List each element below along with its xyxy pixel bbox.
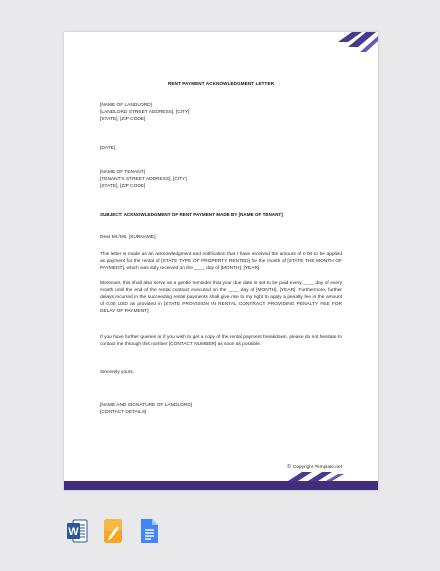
salutation [100, 234, 342, 241]
corner-stripes-decoration [298, 32, 378, 54]
letter-title: RENT PAYMENT ACKNOWLEDGMENT LETTER [167, 81, 275, 86]
copyright-notice [287, 464, 342, 470]
paragraph-3 [100, 334, 342, 348]
signature-block [100, 402, 342, 416]
signature-line: [NAME AND SIGNATURE OF LANDLORD] [100, 403, 193, 408]
address-line: [STATE], [ZIP CODE] [100, 117, 146, 122]
footer-bar [64, 481, 378, 490]
address-line: [TENANT'S STREET ADDRESS], [CITY] [100, 177, 187, 182]
address-line: [NAME OF TENANT] [100, 170, 145, 175]
letter-date [100, 145, 342, 152]
date-text: [DATE] [100, 146, 116, 151]
paragraph-text: Moreover, this shall also serve as a gentle reminder that your due date is set to be paid every ____ day of every month until the end of the rental contract executed on the ____ day of [MONTH], [YEAR]. Furthermore, further delays incurred in the succeeding rental payments shall give rise to my right to apply a penalty fee in the amount of 0.00 USD as provided in [STATE PROVISION IN RENTAL CONTRACT PROVIDING PENALTY FEE FOR DELAY OF PAYMENT]. [100, 281, 342, 314]
pages-icon[interactable] [102, 517, 124, 545]
paragraph-1 [100, 251, 342, 272]
paragraph-text: This letter is made as an acknowledgment and notification that I have received the amount of 0.00 to be applied as payment for the rental of [STATE TYPE OF PROPERTY RENTED] for the month of [STATE THE MONTH OF PAYMENT], which was duly received on the ____ day of [MONTH], [YEAR]. [100, 252, 342, 271]
landlord-address [100, 102, 342, 123]
letter-page [64, 32, 378, 490]
closing [100, 369, 342, 376]
subject-text: SUBJECT: ACKNOWLEDGMENT OF RENT PAYMENT MADE BY [NAME OF TENANT] [100, 212, 283, 217]
paragraph-2 [100, 280, 342, 315]
tenant-address [100, 169, 342, 190]
format-icons [66, 517, 160, 545]
google-docs-icon[interactable] [138, 517, 160, 545]
salutation-text: Dear Mr./Ms. [SURNAME], [100, 235, 157, 240]
paragraph-text: If you have further queries or if you wish to get a copy of the rental payment breakdown, please do not hesitate to contact me through this number [CONTACT NUMBER] as soon as possible. [100, 335, 342, 347]
address-line: [STATE], [ZIP CODE] [100, 184, 146, 189]
letter-subject [100, 211, 342, 218]
address-line: [NAME OF LANDLORD] [100, 103, 152, 108]
address-line: [LANDLORD STREET ADDRESS], [CITY] [100, 110, 190, 115]
signature-line: [CONTACT DETAILS] [100, 410, 147, 415]
copyright-symbol: © [287, 464, 291, 470]
copyright-text: Copyright Template.net [292, 465, 342, 470]
svg-text:W: W [68, 526, 79, 538]
word-icon[interactable] [66, 517, 88, 545]
closing-text: Sincerely yours, [100, 370, 135, 375]
